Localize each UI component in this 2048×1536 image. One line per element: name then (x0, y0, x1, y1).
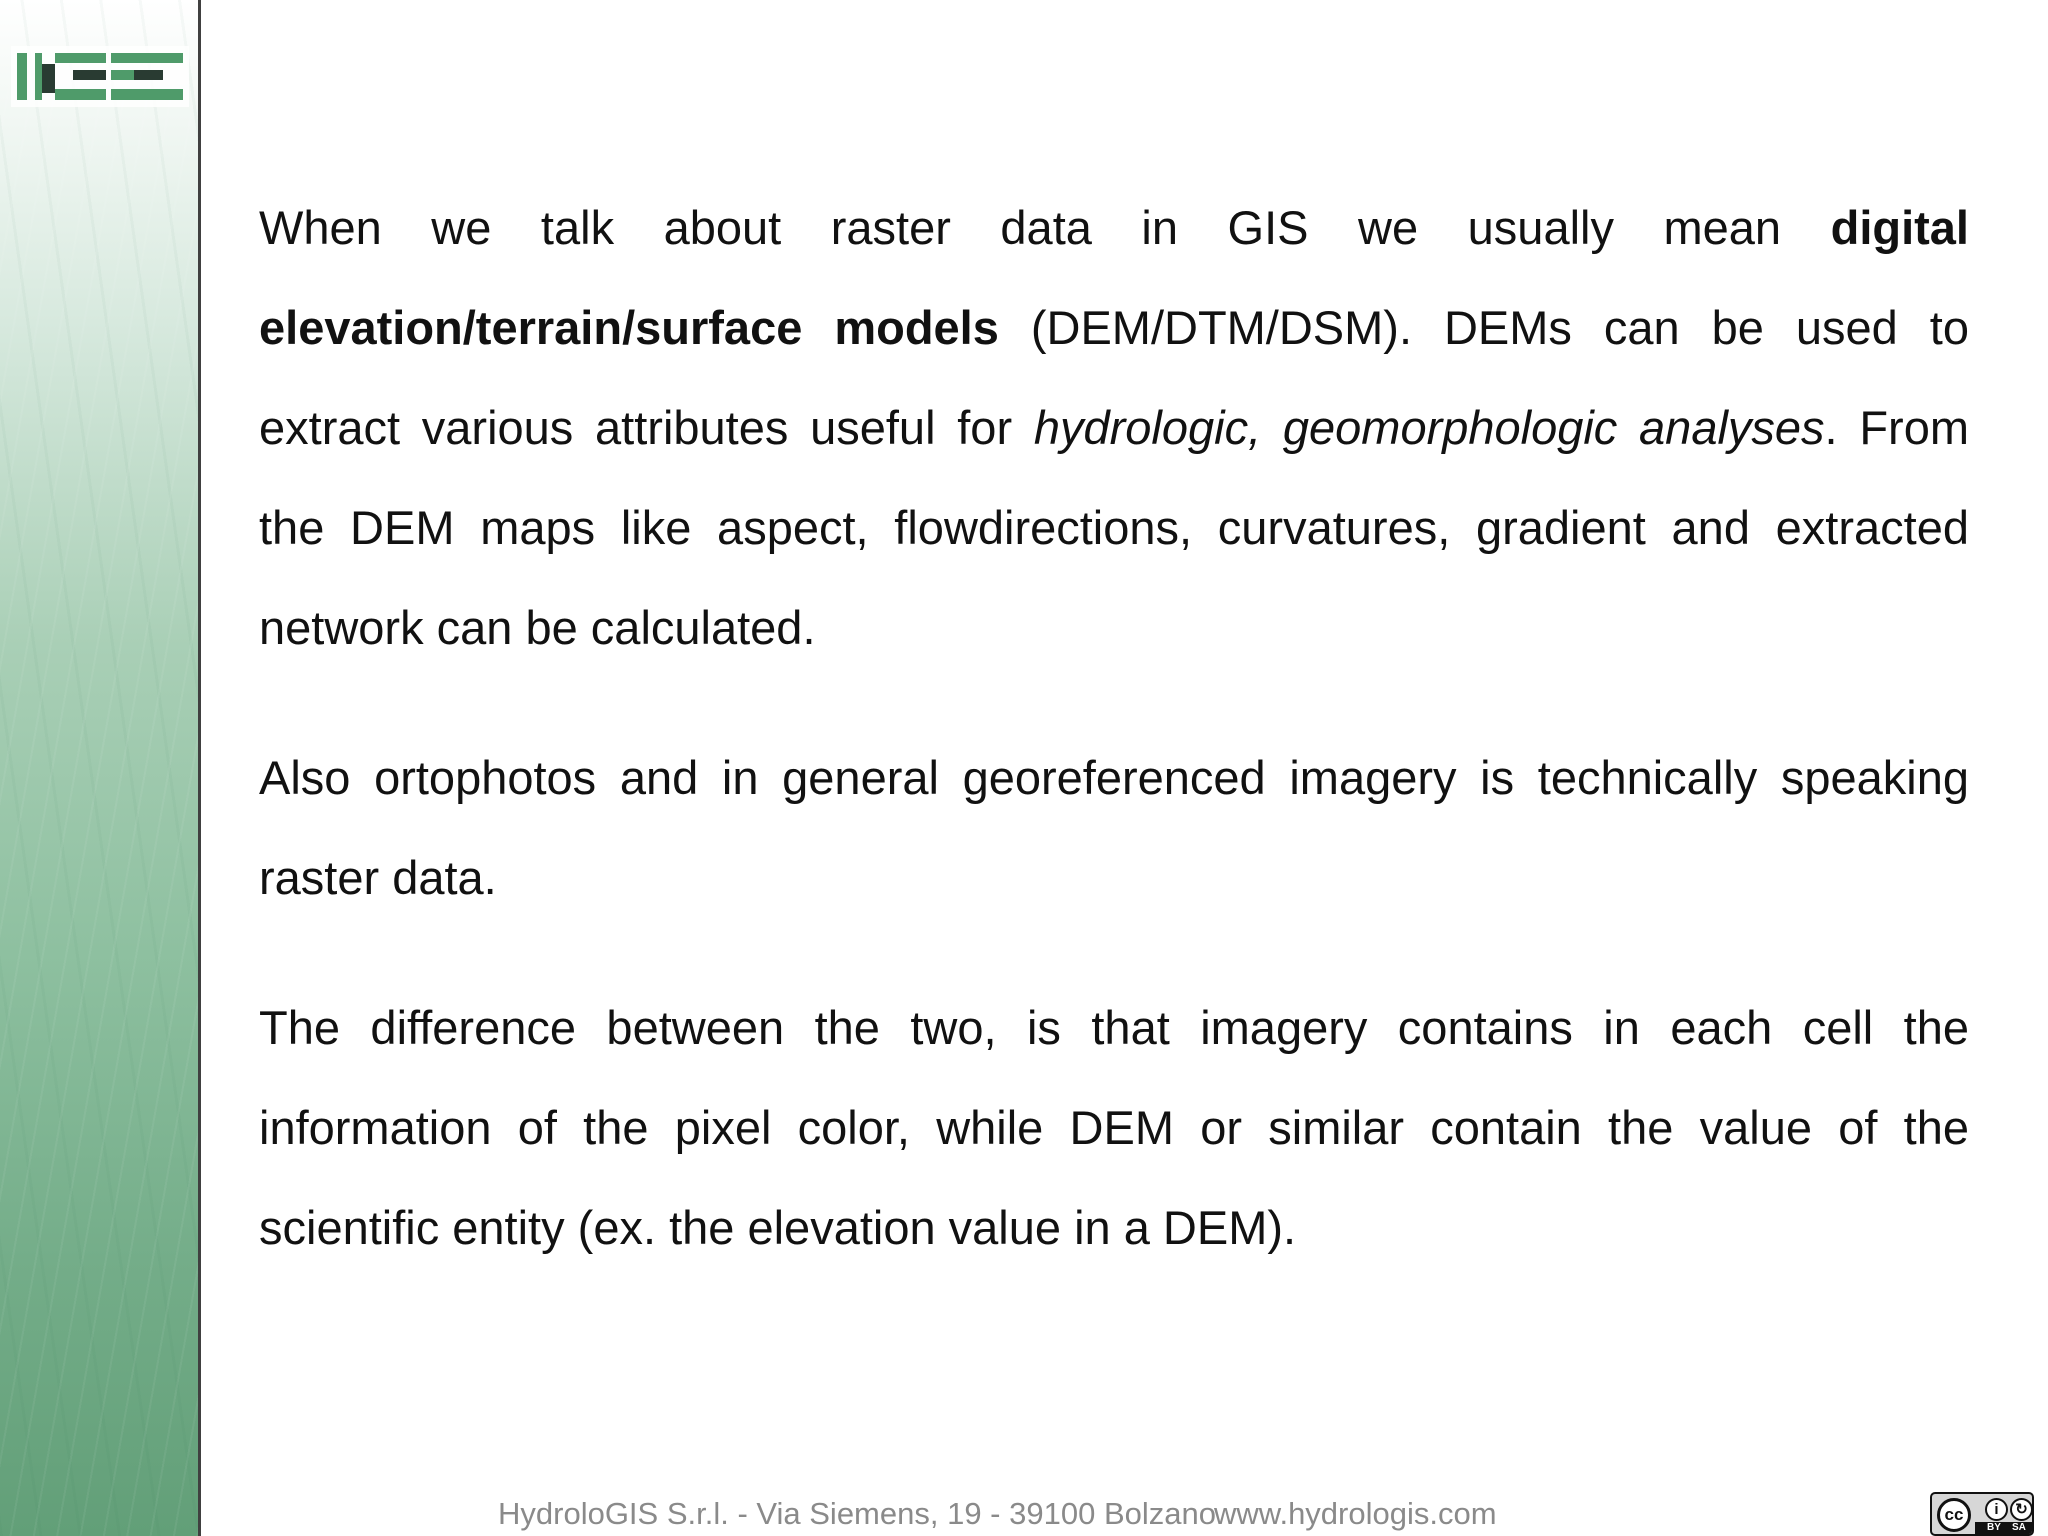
logo-dark-bar (42, 64, 55, 93)
paragraph-one-italic-term: hydrologic, geomorphologic analyses (1033, 401, 1825, 454)
logo-green-bar (35, 53, 42, 100)
paragraph-three-text: The difference between the two, is that imagery contains in each cell the information of the pixel color, while DEM or similar contain the value of the scientific entity (ex. the elevation value in a DEM). (259, 1001, 1969, 1254)
green-sidebar (0, 0, 198, 1536)
paragraph-raster-data (259, 178, 1969, 678)
paragraph-orthophotos (259, 728, 1969, 928)
paragraph-difference (259, 978, 1969, 1278)
sidebar-divider (198, 0, 201, 1536)
license-cc-icon: cc (1937, 1498, 1971, 1532)
license-sa-label: SA (2012, 1522, 2026, 1533)
paragraph-one-text-c: . From the DEM maps like aspect, flowdirections, curvatures, gradient and extracted network can be calculated. (259, 401, 1969, 654)
logo-bottom-bar-one (55, 89, 106, 100)
footer-address: HydroloGIS S.r.l. - Via Siemens, 19 - 39100 Bolzano (498, 1496, 1216, 1531)
license-sa-icon: ↻ (2010, 1498, 2033, 1521)
paragraph-one-bold-term: digital elevation/terrain/surface models (259, 201, 1969, 354)
logo-middle-green-bar (111, 70, 134, 80)
slide-body (259, 178, 1969, 1278)
logo-middle-dark-bar-one (73, 70, 106, 80)
footer (498, 1493, 1598, 1535)
hydrologis-logo (11, 46, 189, 107)
logo-left-bar (17, 53, 27, 100)
paragraph-two-text: Also ortophotos and in general georeferenced imagery is technically speaking raster data. (259, 751, 1969, 904)
creative-commons-by-sa-icon (1930, 1492, 2034, 1536)
footer-website: www.hydrologis.com (1214, 1496, 1497, 1531)
license-by-label: BY (1987, 1522, 2001, 1533)
logo-top-bar-one (55, 53, 106, 63)
paragraph-one-text-a: When we talk about raster data in GIS we usually mean (259, 201, 1831, 254)
paragraph-one-text-b: (DEM/DTM/DSM). DEMs can be used to extract various attributes useful for (259, 301, 1969, 454)
license-by-icon: i (1985, 1498, 2008, 1521)
logo-bottom-bar-two (111, 89, 183, 100)
logo-middle-dark-bar-two (134, 70, 163, 80)
logo-top-bar-two (111, 53, 183, 63)
